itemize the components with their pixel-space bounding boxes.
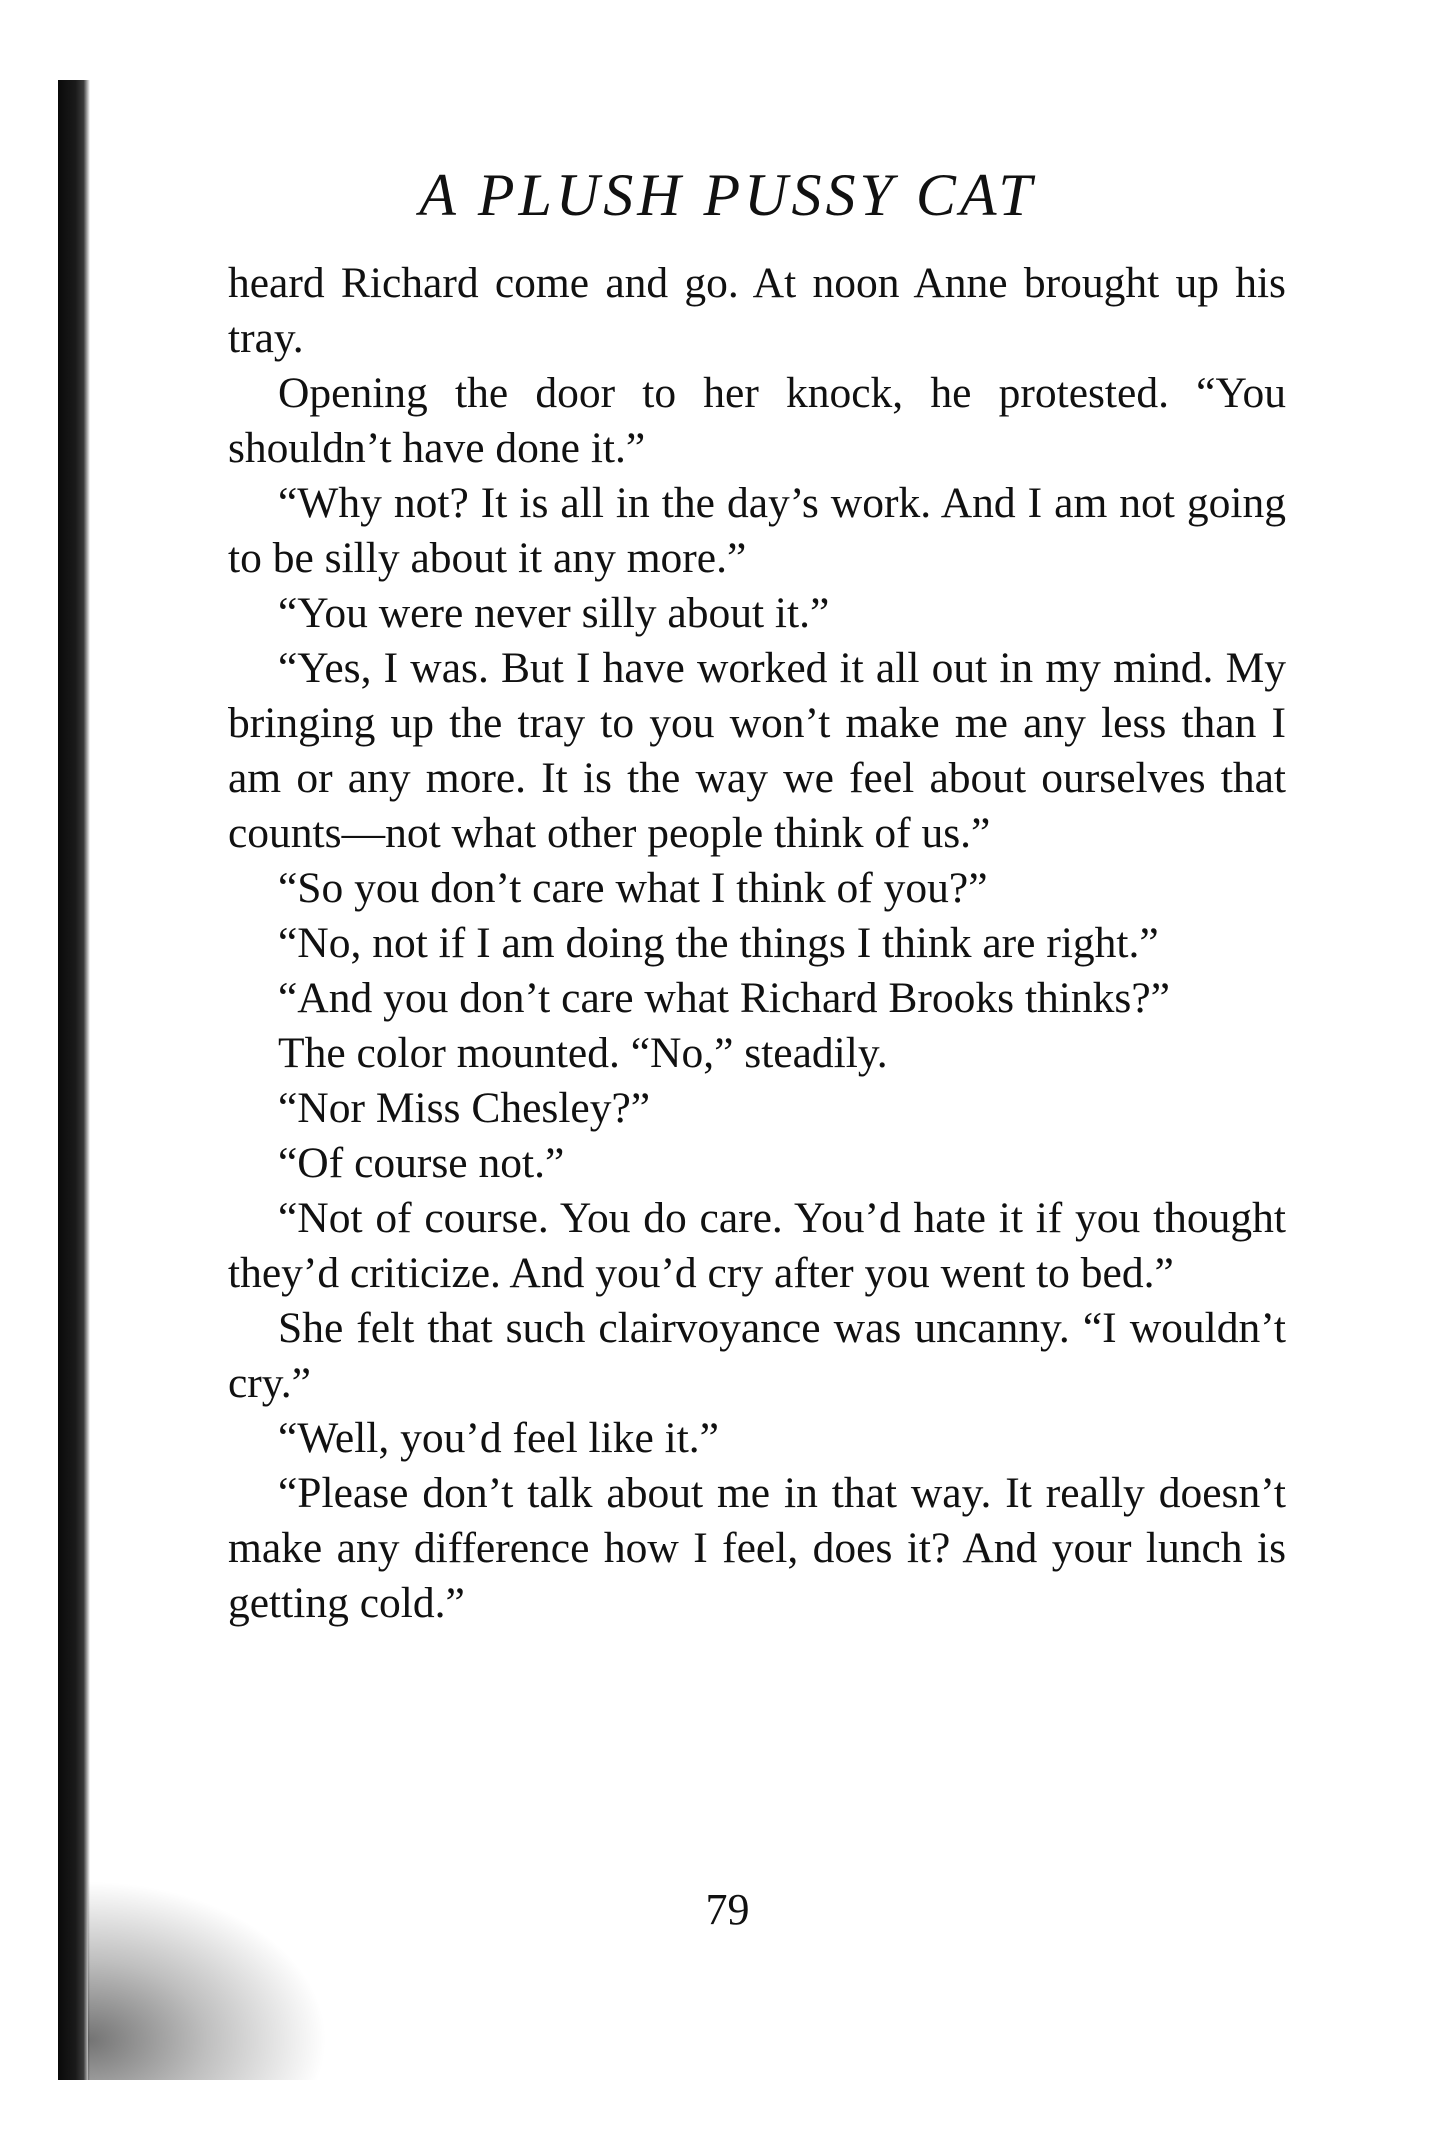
paragraph: “Yes, I was. But I have worked it all out in my mind. My bringing up the tray to you won’t make me any less than I am or any more. It is the way we feel about ourselves that counts—not what other people think of us.”	[228, 644, 1286, 857]
paragraph: “Why not? It is all in the day’s work. And I am not going to be silly about it any more.”	[228, 479, 1286, 582]
paragraph: “Well, you’d feel like it.”	[278, 1414, 719, 1462]
body-text	[228, 256, 1286, 1631]
paragraph: The color mounted. “No,” steadily.	[278, 1029, 888, 1077]
paragraph: Opening the door to her knock, he protested. “You shouldn’t have done it.”	[228, 369, 1286, 472]
binding-gutter-shadow	[58, 80, 90, 2080]
paragraph: “No, not if I am doing the things I think are right.”	[278, 919, 1159, 967]
paragraph: She felt that such clairvoyance was uncanny. “I wouldn’t cry.”	[228, 1304, 1286, 1407]
paragraph: “So you don’t care what I think of you?”	[278, 864, 988, 912]
paragraph: “You were never silly about it.”	[278, 589, 830, 637]
paragraph: “Of course not.”	[278, 1139, 565, 1187]
paragraph: “And you don’t care what Richard Brooks thinks?”	[278, 974, 1170, 1022]
paragraph: “Nor Miss Chesley?”	[278, 1084, 651, 1132]
running-header: A PLUSH PUSSY CAT	[419, 162, 1036, 228]
page-number: 79	[705, 1885, 750, 1934]
paragraph: heard Richard come and go. At noon Anne brought up his tray.	[228, 259, 1286, 362]
paragraph: “Please don’t talk about me in that way. It really doesn’t make any difference how I feel, does it? And your lunch is getting cold.”	[228, 1469, 1286, 1627]
paragraph: “Not of course. You do care. You’d hate it if you thought they’d criticize. And you’d cry after you went to bed.”	[228, 1194, 1286, 1297]
